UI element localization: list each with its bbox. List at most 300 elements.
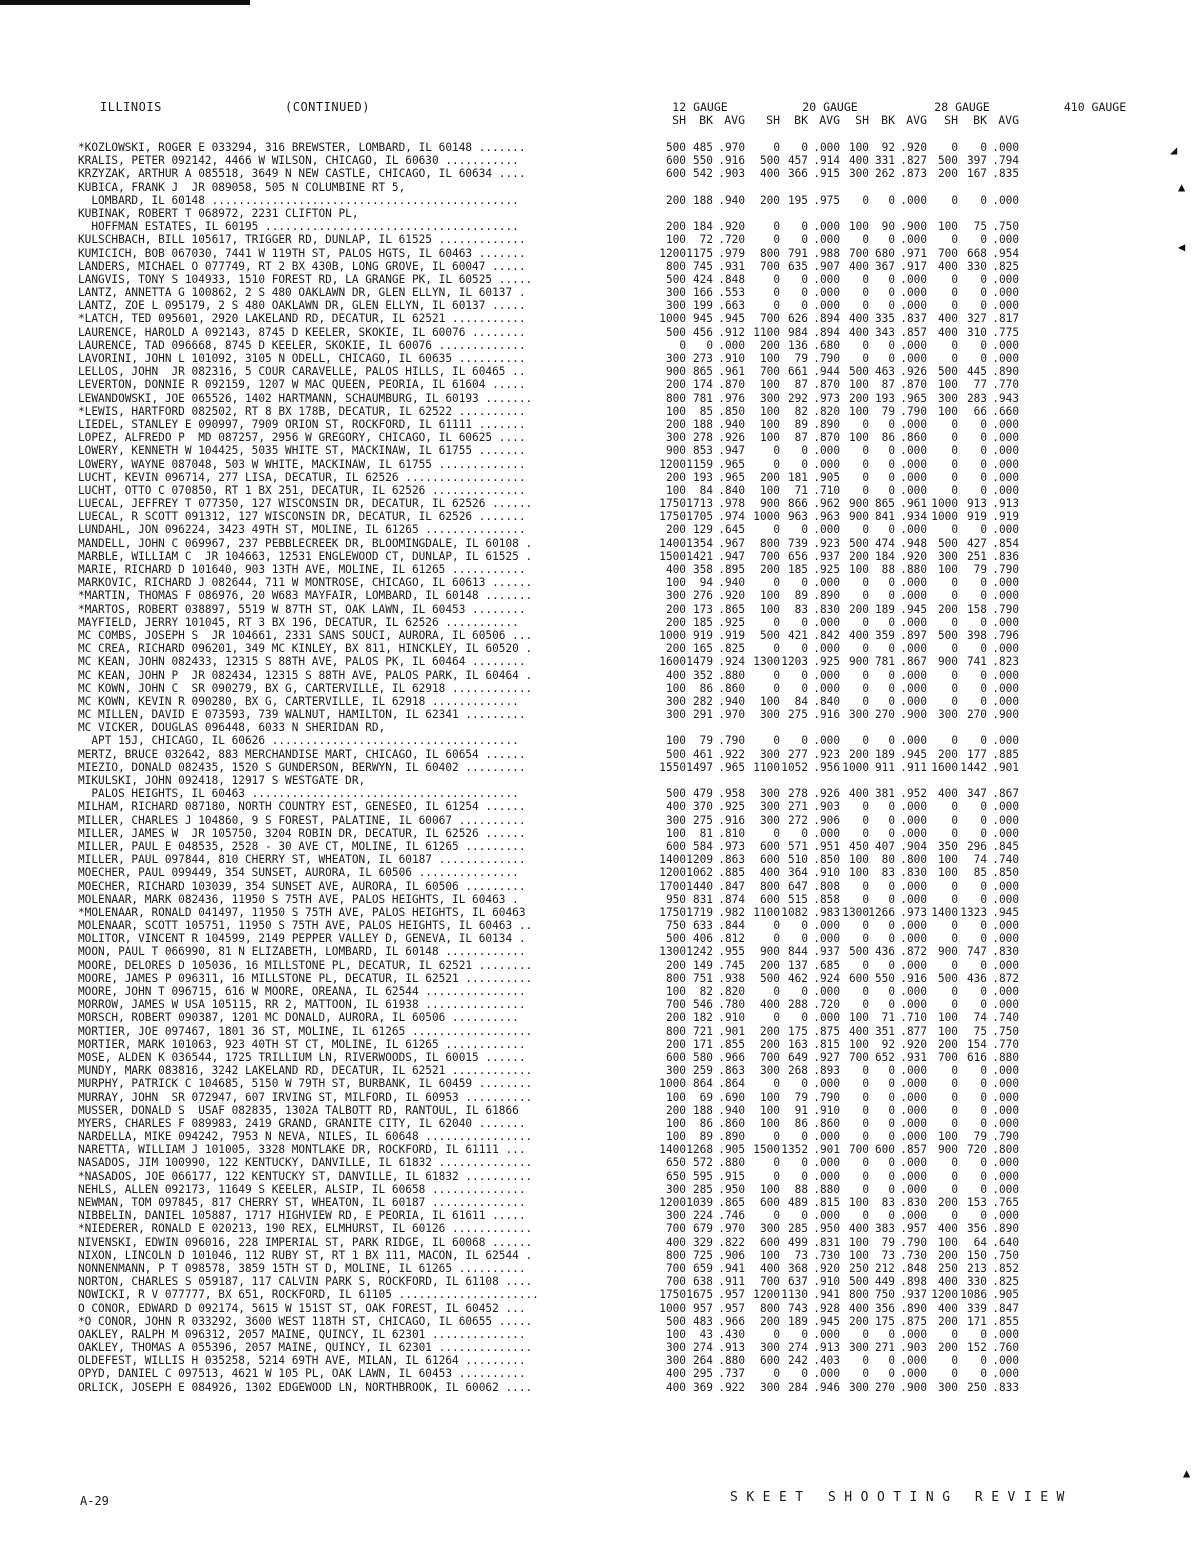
- score-cell: 300: [665, 694, 686, 708]
- score-cell: .000: [992, 141, 1019, 154]
- score-cell: 0: [888, 958, 895, 972]
- score-cell: 739: [787, 536, 808, 550]
- score-cell: 200: [759, 1037, 780, 1051]
- score-cell: .645: [718, 523, 745, 537]
- score-cell: 0: [888, 1077, 895, 1091]
- score-cell: 72: [699, 233, 713, 247]
- score-cell: 0: [888, 483, 895, 497]
- score-cell: 171: [692, 1037, 713, 1051]
- score-cell: 79: [881, 1235, 895, 1249]
- score-cell: .900: [900, 220, 927, 234]
- score-cell: .808: [813, 879, 840, 893]
- score-cell: .830: [900, 866, 927, 880]
- score-cell: .958: [718, 787, 745, 801]
- score-cell: 250: [966, 1380, 987, 1394]
- score-cell: .000: [813, 734, 840, 748]
- score-cell: .917: [900, 259, 927, 273]
- score-cell: .962: [813, 497, 840, 511]
- score-cell: .000: [992, 694, 1019, 708]
- score-cell: 661: [787, 365, 808, 379]
- score-cell: 86: [699, 1116, 713, 1130]
- score-cell: .926: [718, 431, 745, 445]
- score-cell: 0: [706, 338, 713, 352]
- score-cell: 0: [951, 826, 958, 840]
- score-cell: 300: [848, 1341, 869, 1355]
- score-cell: 0: [888, 1169, 895, 1183]
- score-cell: .000: [900, 879, 927, 893]
- score-cell: 0: [888, 1130, 895, 1144]
- score-cell: 87: [794, 431, 808, 445]
- score-cell: 273: [692, 352, 713, 365]
- score-cell: .873: [900, 167, 927, 181]
- score-cell: 0: [888, 694, 895, 708]
- score-cell: .910: [813, 866, 840, 880]
- score-cell: 43: [699, 1327, 713, 1341]
- shooter-row: [78, 326, 1148, 339]
- score-cell: .967: [718, 536, 745, 550]
- score-cell: .875: [813, 1024, 840, 1038]
- score-cell: .850: [718, 404, 745, 418]
- score-cell: 0: [862, 1367, 869, 1381]
- score-cell: 400: [665, 1367, 686, 1381]
- score-cell: 158: [966, 602, 987, 616]
- score-cell: 0: [888, 589, 895, 603]
- score-cell: .900: [900, 1380, 927, 1394]
- shooter-row: [78, 682, 1148, 695]
- score-cell: 0: [773, 272, 780, 286]
- shooter-name-address: APT 15J, CHICAGO, IL 60626 .....................................: [78, 734, 519, 748]
- score-cell: 550: [692, 154, 713, 168]
- shooter-row: [78, 299, 1148, 312]
- score-cell: .000: [992, 1116, 1019, 1130]
- score-cell: 0: [980, 958, 987, 972]
- score-cell: 500: [937, 536, 958, 550]
- score-cell: 100: [759, 1116, 780, 1130]
- score-cell: 633: [692, 919, 713, 933]
- score-cell: 152: [966, 1341, 987, 1355]
- shooter-name-address: KUBINAK, ROBERT T 068972, 2231 CLIFTON PL,: [78, 206, 359, 220]
- score-cell: 264: [692, 1354, 713, 1368]
- score-cell: 0: [951, 958, 958, 972]
- score-cell: .925: [813, 563, 840, 576]
- score-cell: .903: [718, 167, 745, 181]
- score-cell: 91: [794, 1103, 808, 1117]
- score-cell: .865: [718, 1196, 745, 1209]
- score-cell: 300: [665, 1354, 686, 1368]
- score-cell: 284: [787, 1380, 808, 1394]
- shooter-name-address: O CONOR, EDWARD D 092174, 5615 W 151ST ST, OAK FOREST, IL 60452 ...: [78, 1301, 526, 1315]
- score-cell: .911: [718, 1275, 745, 1289]
- score-cell: 0: [951, 417, 958, 431]
- score-cell: .770: [992, 378, 1019, 392]
- shooter-row: [78, 1249, 1148, 1262]
- shooter-name-address: LUECAL, R SCOTT 091312, 127 WISCONSIN DR, DECATUR, IL 62526 .......: [78, 510, 526, 524]
- score-cell: 0: [862, 233, 869, 247]
- score-cell: 0: [801, 233, 808, 247]
- score-cell: 200: [759, 470, 780, 484]
- score-cell: .000: [900, 694, 927, 708]
- shooter-row: [78, 1236, 1148, 1249]
- score-cell: 510: [787, 853, 808, 867]
- score-cell: 584: [692, 839, 713, 853]
- score-cell: .950: [813, 1222, 840, 1236]
- score-cell: 0: [801, 642, 808, 656]
- score-cell: 800: [759, 246, 780, 260]
- score-cell: .000: [992, 470, 1019, 484]
- score-cell: 659: [692, 1261, 713, 1275]
- score-cell: .970: [718, 708, 745, 722]
- score-cell: 173: [692, 602, 713, 616]
- score-cell: 154: [966, 1037, 987, 1051]
- score-cell: .000: [992, 1367, 1019, 1381]
- shooter-row: [78, 629, 1148, 642]
- score-cell: 0: [888, 1064, 895, 1078]
- score-cell: 200: [759, 958, 780, 972]
- margin-arrow-mark: ▲: [1178, 180, 1186, 194]
- score-cell: 489: [787, 1196, 808, 1209]
- score-cell: 0: [980, 800, 987, 814]
- score-cell: 0: [888, 1327, 895, 1341]
- shooter-row: [78, 1262, 1148, 1275]
- score-cell: 400: [665, 1380, 686, 1394]
- score-cell: 0: [951, 694, 958, 708]
- score-cell: 900: [665, 444, 686, 458]
- shooter-row: [78, 669, 1148, 682]
- score-cell: 500: [848, 365, 869, 379]
- score-cell: 747: [966, 945, 987, 959]
- shooter-row: [78, 959, 1148, 972]
- score-cell: 200: [937, 1341, 958, 1355]
- score-cell: 295: [692, 1367, 713, 1381]
- score-cell: 0: [951, 1354, 958, 1368]
- score-cell: .000: [900, 1182, 927, 1196]
- score-cell: 300: [759, 787, 780, 801]
- score-cell: 0: [862, 483, 869, 497]
- score-cell: .000: [900, 1130, 927, 1144]
- score-cell: 751: [692, 971, 713, 985]
- score-cell: 866: [787, 497, 808, 511]
- score-cell: 421: [787, 628, 808, 642]
- score-cell: 370: [692, 800, 713, 814]
- score-cell: 0: [951, 1209, 958, 1223]
- score-cell: 275: [692, 813, 713, 827]
- score-cell: 1100: [753, 760, 780, 774]
- score-cell: .800: [900, 853, 927, 867]
- shooter-name-address: *MOLENAAR, RONALD 041497, 11950 S 75TH AVE, PALOS HEIGHTS, IL 60463: [78, 905, 526, 919]
- score-cell: .983: [813, 905, 840, 919]
- shooter-name-address: MUNDY, MARK 083816, 3242 LAKELAND RD, DECATUR, IL 62521 ............: [78, 1064, 533, 1078]
- shooter-name-address: LUCHT, KEVIN 096714, 277 LISA, DECATUR, IL 62526 ..................: [78, 470, 526, 484]
- shooter-name-address: LEVERTON, DONNIE R 092159, 1207 W MAC QUEEN, PEORIA, IL 61604 .....: [78, 378, 526, 392]
- score-cell: 0: [951, 985, 958, 998]
- state-heading: ILLINOIS: [100, 100, 162, 114]
- score-cell: 1750: [659, 510, 686, 524]
- shooter-row: [78, 866, 1148, 879]
- shooter-row: [78, 787, 1148, 800]
- score-cell: 700: [665, 1275, 686, 1289]
- score-cell: .000: [813, 1130, 840, 1144]
- shooter-name-address: LOPEZ, ALFREDO P MD 087257, 2956 W GREGORY, CHICAGO, IL 60625 ....: [78, 431, 526, 445]
- score-cell: 900: [937, 655, 958, 669]
- score-cell: .855: [992, 1314, 1019, 1328]
- score-cell: .825: [992, 1275, 1019, 1289]
- score-cell: .000: [900, 589, 927, 603]
- score-cell: .979: [718, 246, 745, 260]
- score-cell: .860: [718, 1116, 745, 1130]
- score-cell: 329: [692, 1235, 713, 1249]
- score-cell: 0: [980, 919, 987, 933]
- shooter-row: [78, 1025, 1148, 1038]
- score-cell: 288: [787, 998, 808, 1012]
- score-cell: 0: [862, 523, 869, 537]
- score-cell: 0: [862, 1327, 869, 1341]
- shooter-row: [78, 458, 1148, 471]
- score-cell: 679: [692, 1222, 713, 1236]
- score-cell: .864: [718, 1077, 745, 1091]
- score-cell: 500: [848, 945, 869, 959]
- score-cell: 580: [692, 1050, 713, 1064]
- shooter-row: [78, 1038, 1148, 1051]
- shooter-name-address: MILLER, PAUL 097844, 810 CHERRY ST, WHEATON, IL 60187 .............: [78, 853, 526, 867]
- score-cell: 500: [665, 325, 686, 339]
- score-cell: 445: [966, 365, 987, 379]
- score-cell: 0: [862, 272, 869, 286]
- score-cell: 174: [692, 378, 713, 392]
- score-cell: 0: [801, 299, 808, 313]
- score-cell: .000: [992, 286, 1019, 300]
- score-cell: 0: [801, 932, 808, 946]
- score-cell: .885: [992, 747, 1019, 761]
- score-cell: 600: [665, 154, 686, 168]
- score-cell: .923: [813, 536, 840, 550]
- score-cell: .000: [900, 734, 927, 748]
- shooter-name-address: NOWICKI, R V 077777, BX 651, ROCKFORD, IL 61105 .....................: [78, 1288, 539, 1302]
- score-cell: .000: [992, 734, 1019, 748]
- score-cell: 900: [848, 510, 869, 524]
- score-cell: 0: [888, 299, 895, 313]
- score-cell: 369: [692, 1380, 713, 1394]
- score-cell: 184: [692, 220, 713, 234]
- score-cell: 165: [692, 642, 713, 656]
- shooter-row: [78, 141, 1148, 154]
- score-cell: 100: [937, 1011, 958, 1025]
- score-cell: .988: [813, 246, 840, 260]
- shooter-name-address: *LEWIS, HARTFORD 082502, RT 8 BX 178B, DECATUR, IL 62522 ..........: [78, 404, 526, 418]
- score-cell: 0: [951, 1182, 958, 1196]
- score-cell: 0: [801, 985, 808, 998]
- shooter-name-address: KULSCHBACH, BILL 105617, TRIGGER RD, DUNLAP, IL 61525 .............: [78, 233, 526, 247]
- score-cell: 0: [773, 286, 780, 300]
- score-cell: 300: [759, 747, 780, 761]
- score-cell: 0: [951, 1064, 958, 1078]
- score-cell: .970: [718, 141, 745, 154]
- score-cell: .000: [813, 642, 840, 656]
- column-subheading: AVG: [998, 113, 1019, 127]
- score-cell: 200: [759, 563, 780, 576]
- score-cell: 900: [848, 497, 869, 511]
- shooter-row: [78, 893, 1148, 906]
- score-cell: 0: [862, 800, 869, 814]
- score-cell: 0: [888, 338, 895, 352]
- score-cell: 0: [862, 444, 869, 458]
- score-cell: 0: [773, 220, 780, 234]
- score-cell: 600: [874, 1143, 895, 1157]
- score-cell: .925: [813, 655, 840, 669]
- score-cell: .923: [813, 747, 840, 761]
- shooter-name-address: KRZYZAK, ARTHUR A 085518, 3649 N NEW CASTLE, CHICAGO, IL 60634 ....: [78, 167, 526, 181]
- score-cell: .790: [813, 352, 840, 365]
- score-cell: 200: [848, 549, 869, 563]
- score-cell: 100: [665, 734, 686, 748]
- score-cell: .911: [900, 760, 927, 774]
- score-cell: 0: [862, 919, 869, 933]
- score-cell: 262: [874, 167, 895, 181]
- score-cell: .710: [813, 483, 840, 497]
- score-cell: 800: [665, 1024, 686, 1038]
- score-cell: .978: [718, 497, 745, 511]
- score-cell: 750: [874, 1288, 895, 1302]
- score-cell: 250: [937, 1261, 958, 1275]
- score-cell: .945: [900, 747, 927, 761]
- score-cell: 89: [794, 417, 808, 431]
- score-cell: .858: [813, 892, 840, 906]
- score-cell: 913: [966, 497, 987, 511]
- score-cell: 0: [773, 985, 780, 998]
- score-cell: 200: [665, 642, 686, 656]
- score-cell: .950: [718, 1182, 745, 1196]
- score-cell: 300: [665, 1341, 686, 1355]
- score-cell: .922: [718, 1380, 745, 1394]
- score-cell: 0: [888, 1156, 895, 1170]
- shooter-name-address: NEHLS, ALLEN 092173, 11649 S KEELER, ALSIP, IL 60658 ..............: [78, 1182, 526, 1196]
- shooter-row: [78, 642, 1148, 655]
- score-cell: 358: [692, 563, 713, 576]
- score-cell: 100: [759, 404, 780, 418]
- score-cell: .000: [813, 826, 840, 840]
- score-cell: 0: [801, 272, 808, 286]
- score-cell: 1000: [753, 510, 780, 524]
- score-cell: 572: [692, 1156, 713, 1170]
- score-cell: 310: [966, 325, 987, 339]
- score-cell: .901: [813, 1143, 840, 1157]
- score-cell: .971: [900, 246, 927, 260]
- score-cell: 300: [665, 589, 686, 603]
- shooter-row: [78, 167, 1148, 180]
- column-subheading: SH: [944, 113, 958, 127]
- score-cell: .982: [718, 905, 745, 919]
- score-cell: 0: [773, 141, 780, 154]
- score-cell: .000: [813, 1011, 840, 1025]
- score-cell: 0: [862, 1116, 869, 1130]
- score-cell: .970: [718, 1222, 745, 1236]
- score-cell: 71: [794, 483, 808, 497]
- score-cell: 0: [980, 615, 987, 629]
- score-cell: .000: [813, 299, 840, 313]
- score-cell: 700: [665, 1222, 686, 1236]
- score-cell: .890: [992, 365, 1019, 379]
- score-cell: .000: [992, 800, 1019, 814]
- score-cell: 400: [937, 312, 958, 326]
- score-cell: 1600: [659, 655, 686, 669]
- score-cell: .880: [718, 1354, 745, 1368]
- score-cell: .927: [813, 1050, 840, 1064]
- score-cell: .000: [900, 1077, 927, 1091]
- score-cell: 0: [980, 681, 987, 695]
- shooter-name-address: MOORE, JOHN T 096715, 616 W MOORE, OREANA, IL 62544 ...............: [78, 985, 526, 998]
- score-cell: 200: [848, 1314, 869, 1328]
- shooter-name-address: MILLER, CHARLES J 104860, 9 S FOREST, PALATINE, IL 60067 ..........: [78, 813, 526, 827]
- shooter-name-address: MOLENAAR, MARK 082436, 11950 S 75TH AVE, PALOS HEIGHTS, IL 60463 .: [78, 892, 519, 906]
- score-cell: .965: [718, 470, 745, 484]
- shooter-name-address: MERTZ, BRUCE 032642, 883 MERCHANDISE MART, CHICAGO, IL 60654 ......: [78, 747, 526, 761]
- score-cell: 189: [874, 602, 895, 616]
- score-cell: 0: [773, 681, 780, 695]
- shooter-row: [78, 880, 1148, 893]
- score-cell: .835: [992, 167, 1019, 181]
- score-cell: .867: [992, 787, 1019, 801]
- score-cell: 100: [759, 1182, 780, 1196]
- score-cell: 500: [759, 628, 780, 642]
- score-cell: 1700: [659, 879, 686, 893]
- score-cell: 0: [888, 352, 895, 365]
- score-cell: 100: [759, 483, 780, 497]
- score-cell: 0: [951, 681, 958, 695]
- score-cell: .794: [992, 154, 1019, 168]
- score-cell: 0: [980, 417, 987, 431]
- score-cell: 1400: [931, 905, 958, 919]
- shooter-name-address: *NIEDERER, RONALD E 020213, 190 REX, ELMHURST, IL 60126 ............: [78, 1222, 533, 1236]
- score-cell: 282: [692, 694, 713, 708]
- score-cell: .000: [992, 668, 1019, 682]
- score-cell: .901: [992, 760, 1019, 774]
- score-cell: 0: [888, 734, 895, 748]
- score-cell: 700: [759, 1275, 780, 1289]
- score-cell: 0: [862, 681, 869, 695]
- score-cell: .000: [992, 483, 1019, 497]
- score-cell: .940: [718, 417, 745, 431]
- score-cell: 650: [665, 1156, 686, 1170]
- score-cell: 0: [951, 879, 958, 893]
- score-cell: .000: [813, 681, 840, 695]
- column-subheading: AVG: [724, 113, 745, 127]
- score-cell: .000: [992, 826, 1019, 840]
- score-cell: 75: [973, 1024, 987, 1038]
- score-cell: 100: [848, 141, 869, 154]
- shooter-row: [78, 840, 1148, 853]
- score-cell: 0: [801, 444, 808, 458]
- score-cell: 200: [665, 470, 686, 484]
- score-cell: 0: [980, 998, 987, 1012]
- score-cell: 0: [888, 1090, 895, 1104]
- score-cell: 500: [665, 272, 686, 286]
- score-cell: 0: [951, 1090, 958, 1104]
- score-cell: .823: [992, 655, 1019, 669]
- score-cell: 1200: [659, 866, 686, 880]
- score-cell: 0: [862, 576, 869, 590]
- score-cell: .890: [718, 1130, 745, 1144]
- score-cell: .945: [992, 905, 1019, 919]
- scan-top-rule: [0, 0, 250, 5]
- score-cell: .660: [992, 404, 1019, 418]
- score-cell: 195: [787, 193, 808, 207]
- score-cell: 69: [699, 1090, 713, 1104]
- score-cell: 0: [888, 1354, 895, 1368]
- score-cell: .965: [718, 760, 745, 774]
- score-cell: 700: [759, 259, 780, 273]
- shooter-row: [78, 1143, 1148, 1156]
- score-cell: 73: [881, 1248, 895, 1262]
- score-cell: 0: [951, 233, 958, 247]
